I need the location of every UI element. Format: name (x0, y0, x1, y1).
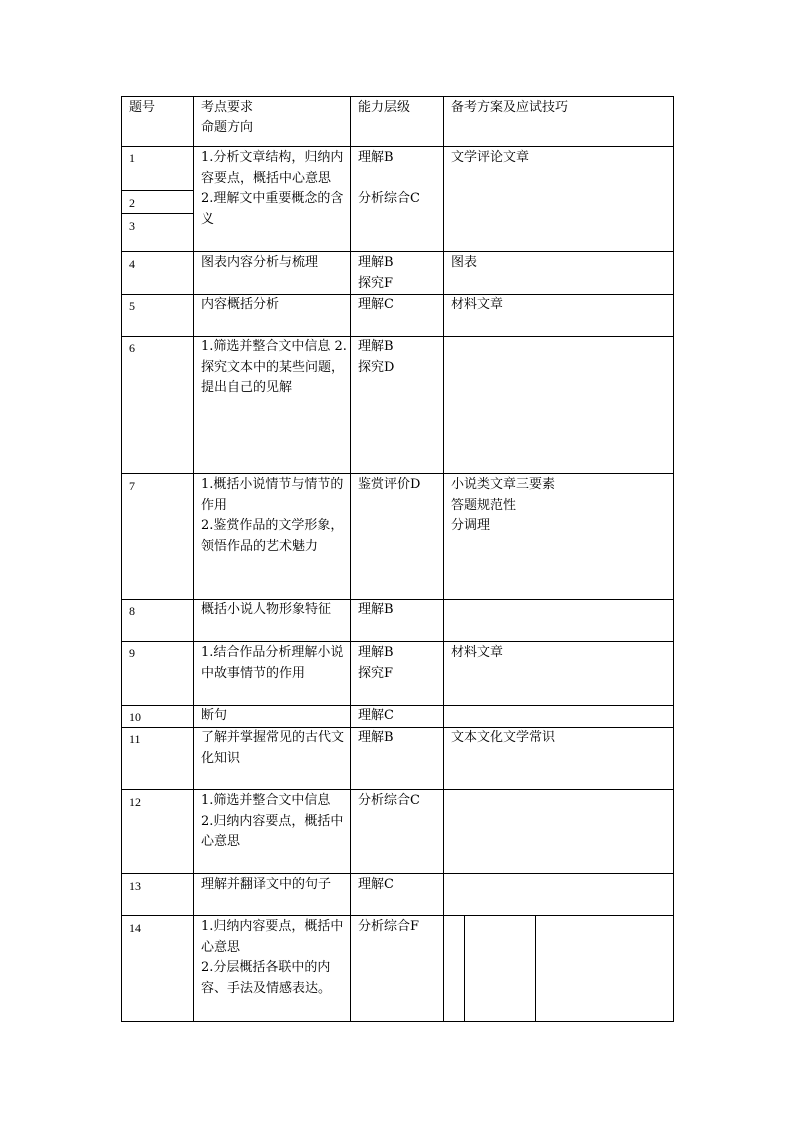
row-requirement: 了解并掌握常见的古代文化知识 (201, 730, 345, 766)
row-requirement: 图表内容分析与梳理 (201, 255, 319, 270)
row-number: 13 (129, 879, 141, 893)
header-col-direction: 命题方向 (201, 120, 254, 135)
row-level: 分析综合C (358, 793, 420, 808)
row-tips: 材料文章 (451, 297, 504, 312)
row-requirement: 理解并翻译文中的句子 (201, 877, 332, 892)
row-number: 10 (129, 710, 141, 724)
row-number: 11 (129, 732, 141, 746)
row-number: 6 (129, 341, 135, 355)
row-requirement: 1.结合作品分析理解小说中故事情节的作用 (201, 645, 344, 681)
row-level: 分析综合F (358, 919, 420, 934)
row-level: 理解B (358, 730, 394, 745)
row-requirement: 内容概括分析 (201, 297, 280, 312)
row-level: 理解C (358, 877, 394, 892)
row-number: 2 (129, 196, 135, 210)
row-requirement: 断句 (201, 708, 228, 723)
row-number: 14 (129, 921, 141, 935)
row-number: 4 (129, 257, 135, 271)
row-tips: 图表 (451, 255, 478, 270)
row-tips: 小说类文章三要素 答题规范性 分调理 (451, 477, 556, 533)
row-number: 9 (129, 646, 135, 660)
row-number: 1 (129, 151, 135, 165)
row-number: 7 (129, 479, 135, 493)
row-level: 理解B 探究F (358, 255, 394, 291)
row-level: 理解B 探究F (358, 645, 394, 681)
row-level: 理解C (358, 708, 394, 723)
row-number: 8 (129, 604, 135, 618)
row-requirement: 1.分析文章结构，归纳内容要点，概括中心意思 2.理解文中重要概念的含义 (201, 150, 344, 227)
row-level: 理解B (358, 602, 394, 617)
row-number: 5 (129, 299, 135, 313)
header-col-tips: 备考方案及应试技巧 (451, 100, 569, 115)
row-tips: 文学评论文章 (451, 150, 530, 165)
header-col-number: 题号 (129, 100, 156, 115)
header-col-level: 能力层级 (358, 100, 411, 115)
row-requirement: 概括小说人物形象特征 (201, 602, 332, 617)
row-level: 理解B 探究D (358, 339, 395, 375)
header-col-requirement: 考点要求 (201, 100, 254, 115)
row-level: 理解B 分析综合C (358, 150, 420, 206)
row-tips: 文本文化文学常识 (451, 730, 556, 745)
row-requirement: 1.概括小说情节与情节的作用 2.鉴赏作品的文学形象，领悟作品的艺术魅力 (201, 477, 344, 554)
row-requirement: 1.筛选并整合文中信息 2.归纳内容要点，概括中心意思 (201, 793, 344, 849)
row-level: 鉴赏评价D (358, 477, 421, 492)
row-requirement: 1.筛选并整合文中信息 2.探究文本中的某些问题，提出自己的见解 (201, 339, 347, 395)
row-requirement: 1.归纳内容要点，概括中心意思 2.分层概括各联中的内容、手法及情感表达。 (201, 919, 344, 996)
row-level: 理解C (358, 297, 394, 312)
row-number: 12 (129, 795, 141, 809)
row-tips: 材料文章 (451, 645, 504, 660)
row-number: 3 (129, 219, 135, 233)
